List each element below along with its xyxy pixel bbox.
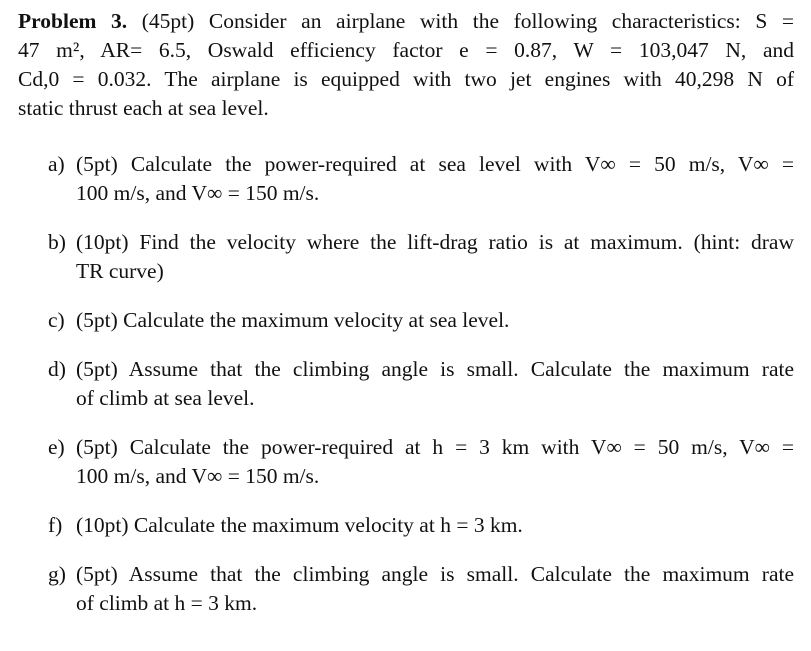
problem-line-2: 47 m², AR= 6.5, Oswald efficiency factor e = 0.87, W = 103,047 N, and: [18, 38, 794, 62]
item-label: c): [48, 308, 65, 332]
item-text: (5pt) Calculate the maximum velocity at sea level.: [76, 308, 510, 332]
problem-points: (45pt): [141, 9, 195, 33]
item-label: g): [48, 562, 66, 586]
item-text: (5pt) Assume that the climbing angle is small. Calculate the maximum rate: [76, 357, 794, 381]
item-label: a): [48, 152, 65, 176]
list-item-g-cont: of climb at h = 3 km.: [76, 591, 258, 615]
list-item-c: [48, 306, 794, 334]
list-item-a: [48, 150, 794, 178]
list-item-d: [48, 355, 794, 383]
list-item-e-cont: 100 m/s, and V∞ = 150 m/s.: [76, 464, 320, 488]
list-item-b: [48, 228, 794, 256]
item-text: (5pt) Assume that the climbing angle is small. Calculate the maximum rate: [76, 562, 794, 586]
list-item-b-cont: TR curve): [76, 259, 164, 283]
item-label: d): [48, 357, 66, 381]
item-label: f): [48, 513, 63, 537]
problem-heading: Problem 3.: [18, 9, 128, 33]
item-label: b): [48, 230, 66, 254]
problem-line-3: Cd,0 = 0.032. The airplane is equipped with two jet engines with 40,298 N of: [18, 67, 794, 91]
item-text: (5pt) Calculate the power-required at sea level with V∞ = 50 m/s, V∞ =: [76, 152, 794, 176]
list-item-d-cont: of climb at sea level.: [76, 386, 255, 410]
item-label: e): [48, 435, 65, 459]
item-text: (10pt) Calculate the maximum velocity at h = 3 km.: [76, 513, 523, 537]
list-item-f: [48, 511, 794, 539]
item-text: (10pt) Find the velocity where the lift-drag ratio is at maximum. (hint: draw: [76, 230, 794, 254]
list-item-g: [48, 560, 794, 588]
problem-line-1: [18, 7, 794, 35]
problem-text: Consider an airplane with the following characteristics: S =: [208, 9, 795, 33]
list-item-a-cont: 100 m/s, and V∞ = 150 m/s.: [76, 181, 320, 205]
item-text: (5pt) Calculate the power-required at h = 3 km with V∞ = 50 m/s, V∞ =: [76, 435, 794, 459]
problem-line-4: static thrust each at sea level.: [18, 96, 269, 120]
list-item-e: [48, 433, 794, 461]
